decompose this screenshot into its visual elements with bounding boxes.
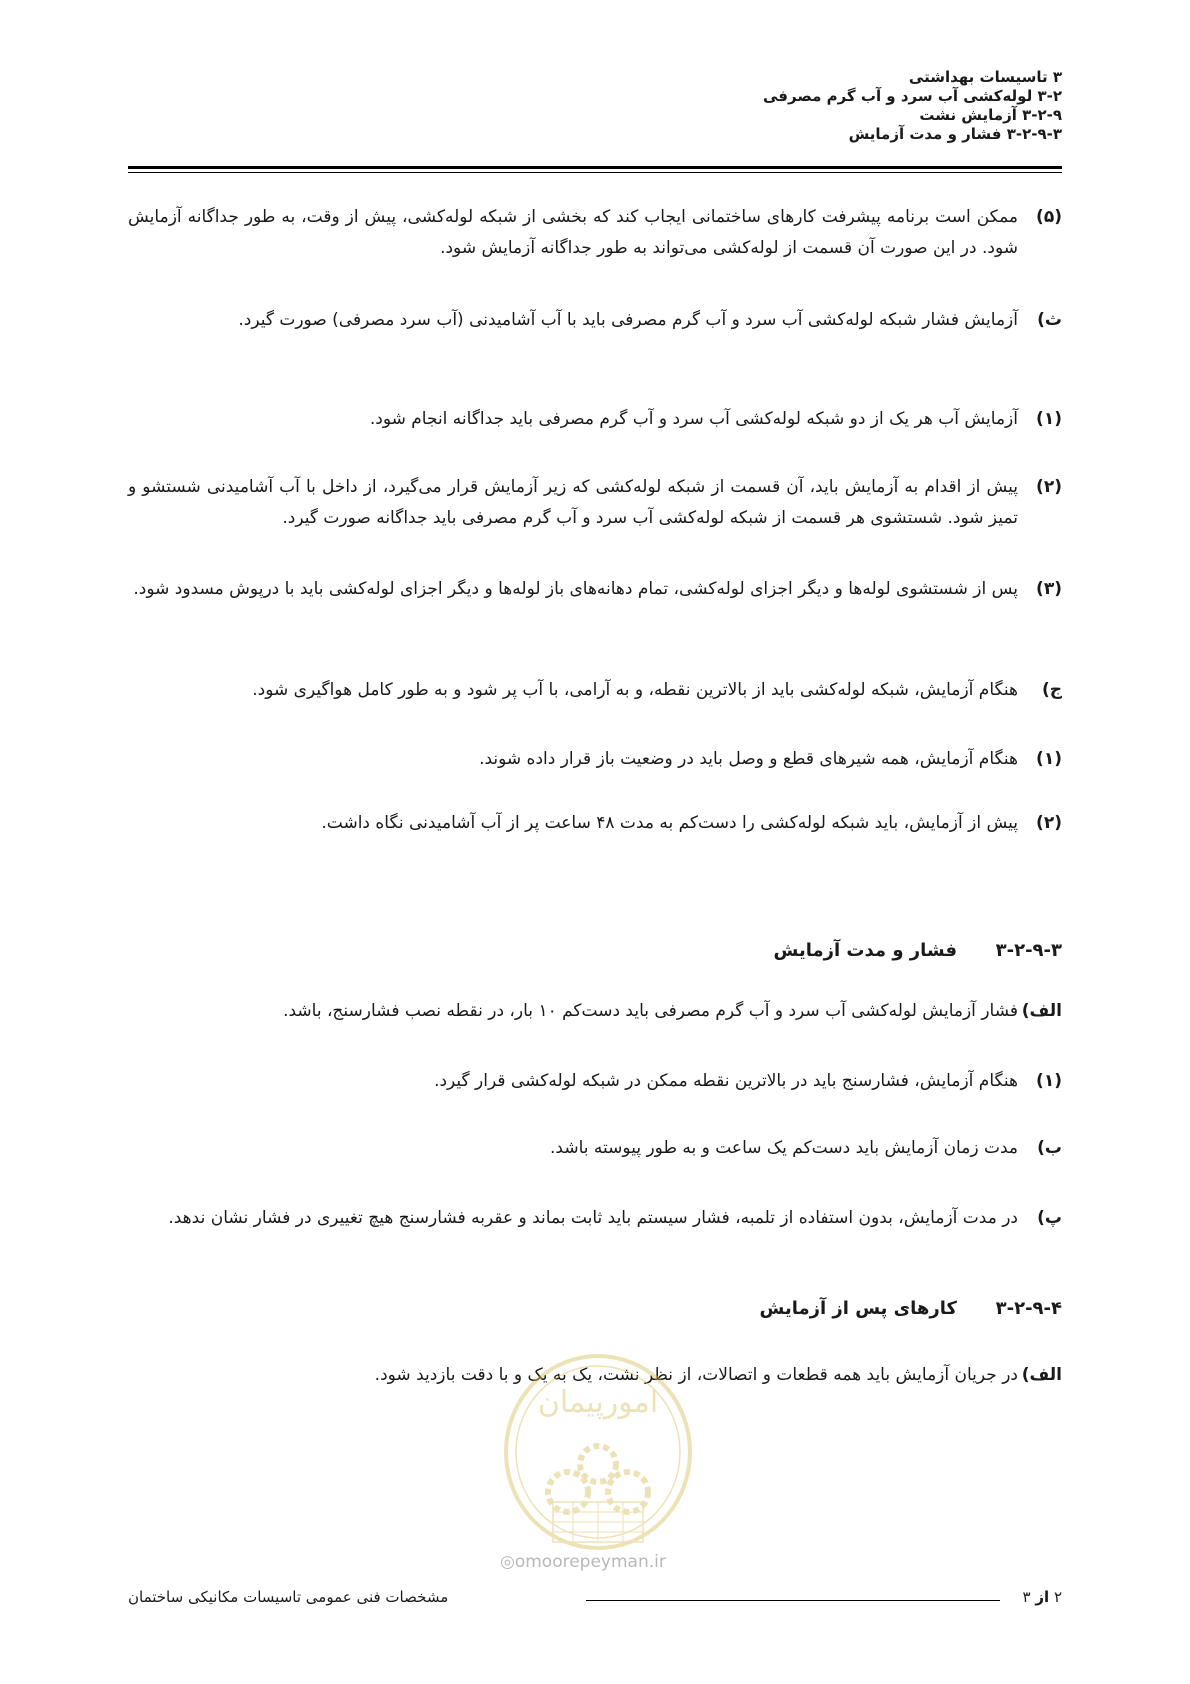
- clause-text: پیش از آزمایش، باید شبکه لوله‌کشی را دست‌کم به مدت ۴۸ ساعت پر از آب آشامیدنی نگاه داشت.: [321, 813, 1018, 833]
- clause-text: آزمایش فشار شبکه لوله‌کشی آب سرد و آب گرم مصرفی باید با آب آشامیدنی (آب سرد مصرفی) صورت گیرد.: [238, 310, 1018, 330]
- clause-item: [128, 1066, 1062, 1097]
- section-number: ۳-۲-۹-۴: [995, 1298, 1062, 1319]
- header-rule-thick: [128, 166, 1062, 169]
- clause-marker: (۱): [1036, 749, 1062, 769]
- clause-marker: الف): [1021, 1365, 1062, 1385]
- clause-marker: (۲): [1036, 813, 1062, 833]
- header-rule-thin: [128, 172, 1062, 173]
- clause-text: فشار آزمایش لوله‌کشی آب سرد و آب گرم مصرفی باید دست‌کم ۱۰ بار، در نقطه نصب فشارسنج، باشد.: [283, 1001, 1018, 1021]
- clause-marker: ج): [1041, 680, 1062, 700]
- page-number: ۲ از ۳: [1022, 1588, 1062, 1606]
- clause-text: هنگام آزمایش، فشارسنج باید در بالاترین نقطه ممکن در شبکه لوله‌کشی قرار گیرد.: [434, 1071, 1018, 1091]
- watermark-logo: [498, 1352, 698, 1572]
- globe-icon: ◎: [500, 1552, 515, 1572]
- clause-item: [128, 305, 1062, 336]
- clause-text: در جریان آزمایش باید همه قطعات و اتصالات، از نظر نشت، یک به یک و با دقت بازدید شود.: [374, 1365, 1018, 1385]
- watermark-url: ◎omoorepeyman.ir: [500, 1552, 666, 1572]
- header-subsection: ۳-۲-۹ آزمایش نشت: [919, 106, 1062, 124]
- clause-marker: پ): [1037, 1208, 1062, 1228]
- clause-item: [128, 744, 1062, 775]
- clause-text: مدت زمان آزمایش باید دست‌کم یک ساعت و به طور پیوسته باشد.: [550, 1138, 1018, 1158]
- clause-item: [128, 472, 1062, 534]
- clause-marker: (۱): [1036, 1071, 1062, 1091]
- clause-text: پس از شستشوی لوله‌ها و دیگر اجزای لوله‌کشی، تمام دهانه‌های باز لوله‌ها و دیگر اجزای لوله‌کشی باید با درپوش مسدود شود.: [133, 579, 1018, 599]
- clause-text: پیش از اقدام به آزمایش باید، آن قسمت از شبکه لوله‌کشی که زیر آزمایش قرار می‌گیرد، از داخل با آب آشامیدنی شستشو و تمیز شود. شستشوی هر قسمت از شبکه لوله‌کشی آب سرد و آب گرم مصرفی باید جداگانه صورت گیرد.: [128, 477, 1018, 528]
- clause-marker: (۱): [1036, 409, 1062, 429]
- clause-item: [128, 404, 1062, 435]
- clause-marker: ث): [1037, 310, 1062, 330]
- clause-item: [128, 675, 1062, 706]
- page-footer: [128, 1588, 1062, 1618]
- clause-item: [128, 574, 1062, 605]
- clause-item: [128, 202, 1062, 264]
- clause-marker: (۵): [1036, 207, 1062, 227]
- clause-item: [128, 1133, 1062, 1164]
- clause-item: [128, 1203, 1062, 1234]
- clause-marker: ب): [1037, 1138, 1062, 1158]
- clause-text: هنگام آزمایش، همه شیرهای قطع و وصل باید در وضعیت باز قرار داده شوند.: [479, 749, 1018, 769]
- clause-item: [128, 808, 1062, 839]
- clause-text: هنگام آزمایش، شبکه لوله‌کشی باید از بالاترین نقطه، و به آرامی، با آب پر شود و به طور کامل هواگیری شود.: [252, 680, 1018, 700]
- header-subsubsection: ۳-۲-۹-۳ فشار و مدت آزمایش: [848, 125, 1062, 143]
- footer-document-title: مشخصات فنی عمومی تاسیسات مکانیکی ساختمان: [128, 1588, 449, 1606]
- clause-marker: (۲): [1036, 477, 1062, 497]
- clause-text: آزمایش آب هر یک از دو شبکه لوله‌کشی آب سرد و آب گرم مصرفی باید جداگانه انجام شود.: [369, 409, 1018, 429]
- section-heading: [662, 940, 1062, 968]
- clause-marker: (۳): [1036, 579, 1062, 599]
- clause-text: ممکن است برنامه پیشرفت کارهای ساختمانی ایجاب کند که بخشی از شبکه لوله‌کشی، پیش از وقت، به طور جداگانه آزمایش شود. در این صورت آن قسمت از لوله‌کشی می‌تواند به طور جداگانه آزمایش شود.: [128, 207, 1018, 258]
- header-chapter: ۳ تاسیسات بهداشتی: [908, 68, 1062, 86]
- clause-text: در مدت آزمایش، بدون استفاده از تلمبه، فشار سیستم باید ثابت بماند و عقربه فشارسنج هیچ تغییری در فشار نشان ندهد.: [168, 1208, 1018, 1228]
- footer-rule: [586, 1600, 1000, 1601]
- header-section: ۳-۲ لوله‌کشی آب سرد و آب گرم مصرفی: [762, 87, 1062, 105]
- section-title: کارهای پس از آزمایش: [759, 1298, 957, 1319]
- clause-item: [128, 996, 1062, 1027]
- running-header: [763, 68, 1062, 144]
- clause-marker: الف): [1021, 1001, 1062, 1021]
- section-number: ۳-۲-۹-۳: [995, 940, 1062, 961]
- section-heading: [662, 1298, 1062, 1326]
- watermark-logo-text: امورپیمان: [537, 1385, 659, 1420]
- section-title: فشار و مدت آزمایش: [773, 940, 957, 961]
